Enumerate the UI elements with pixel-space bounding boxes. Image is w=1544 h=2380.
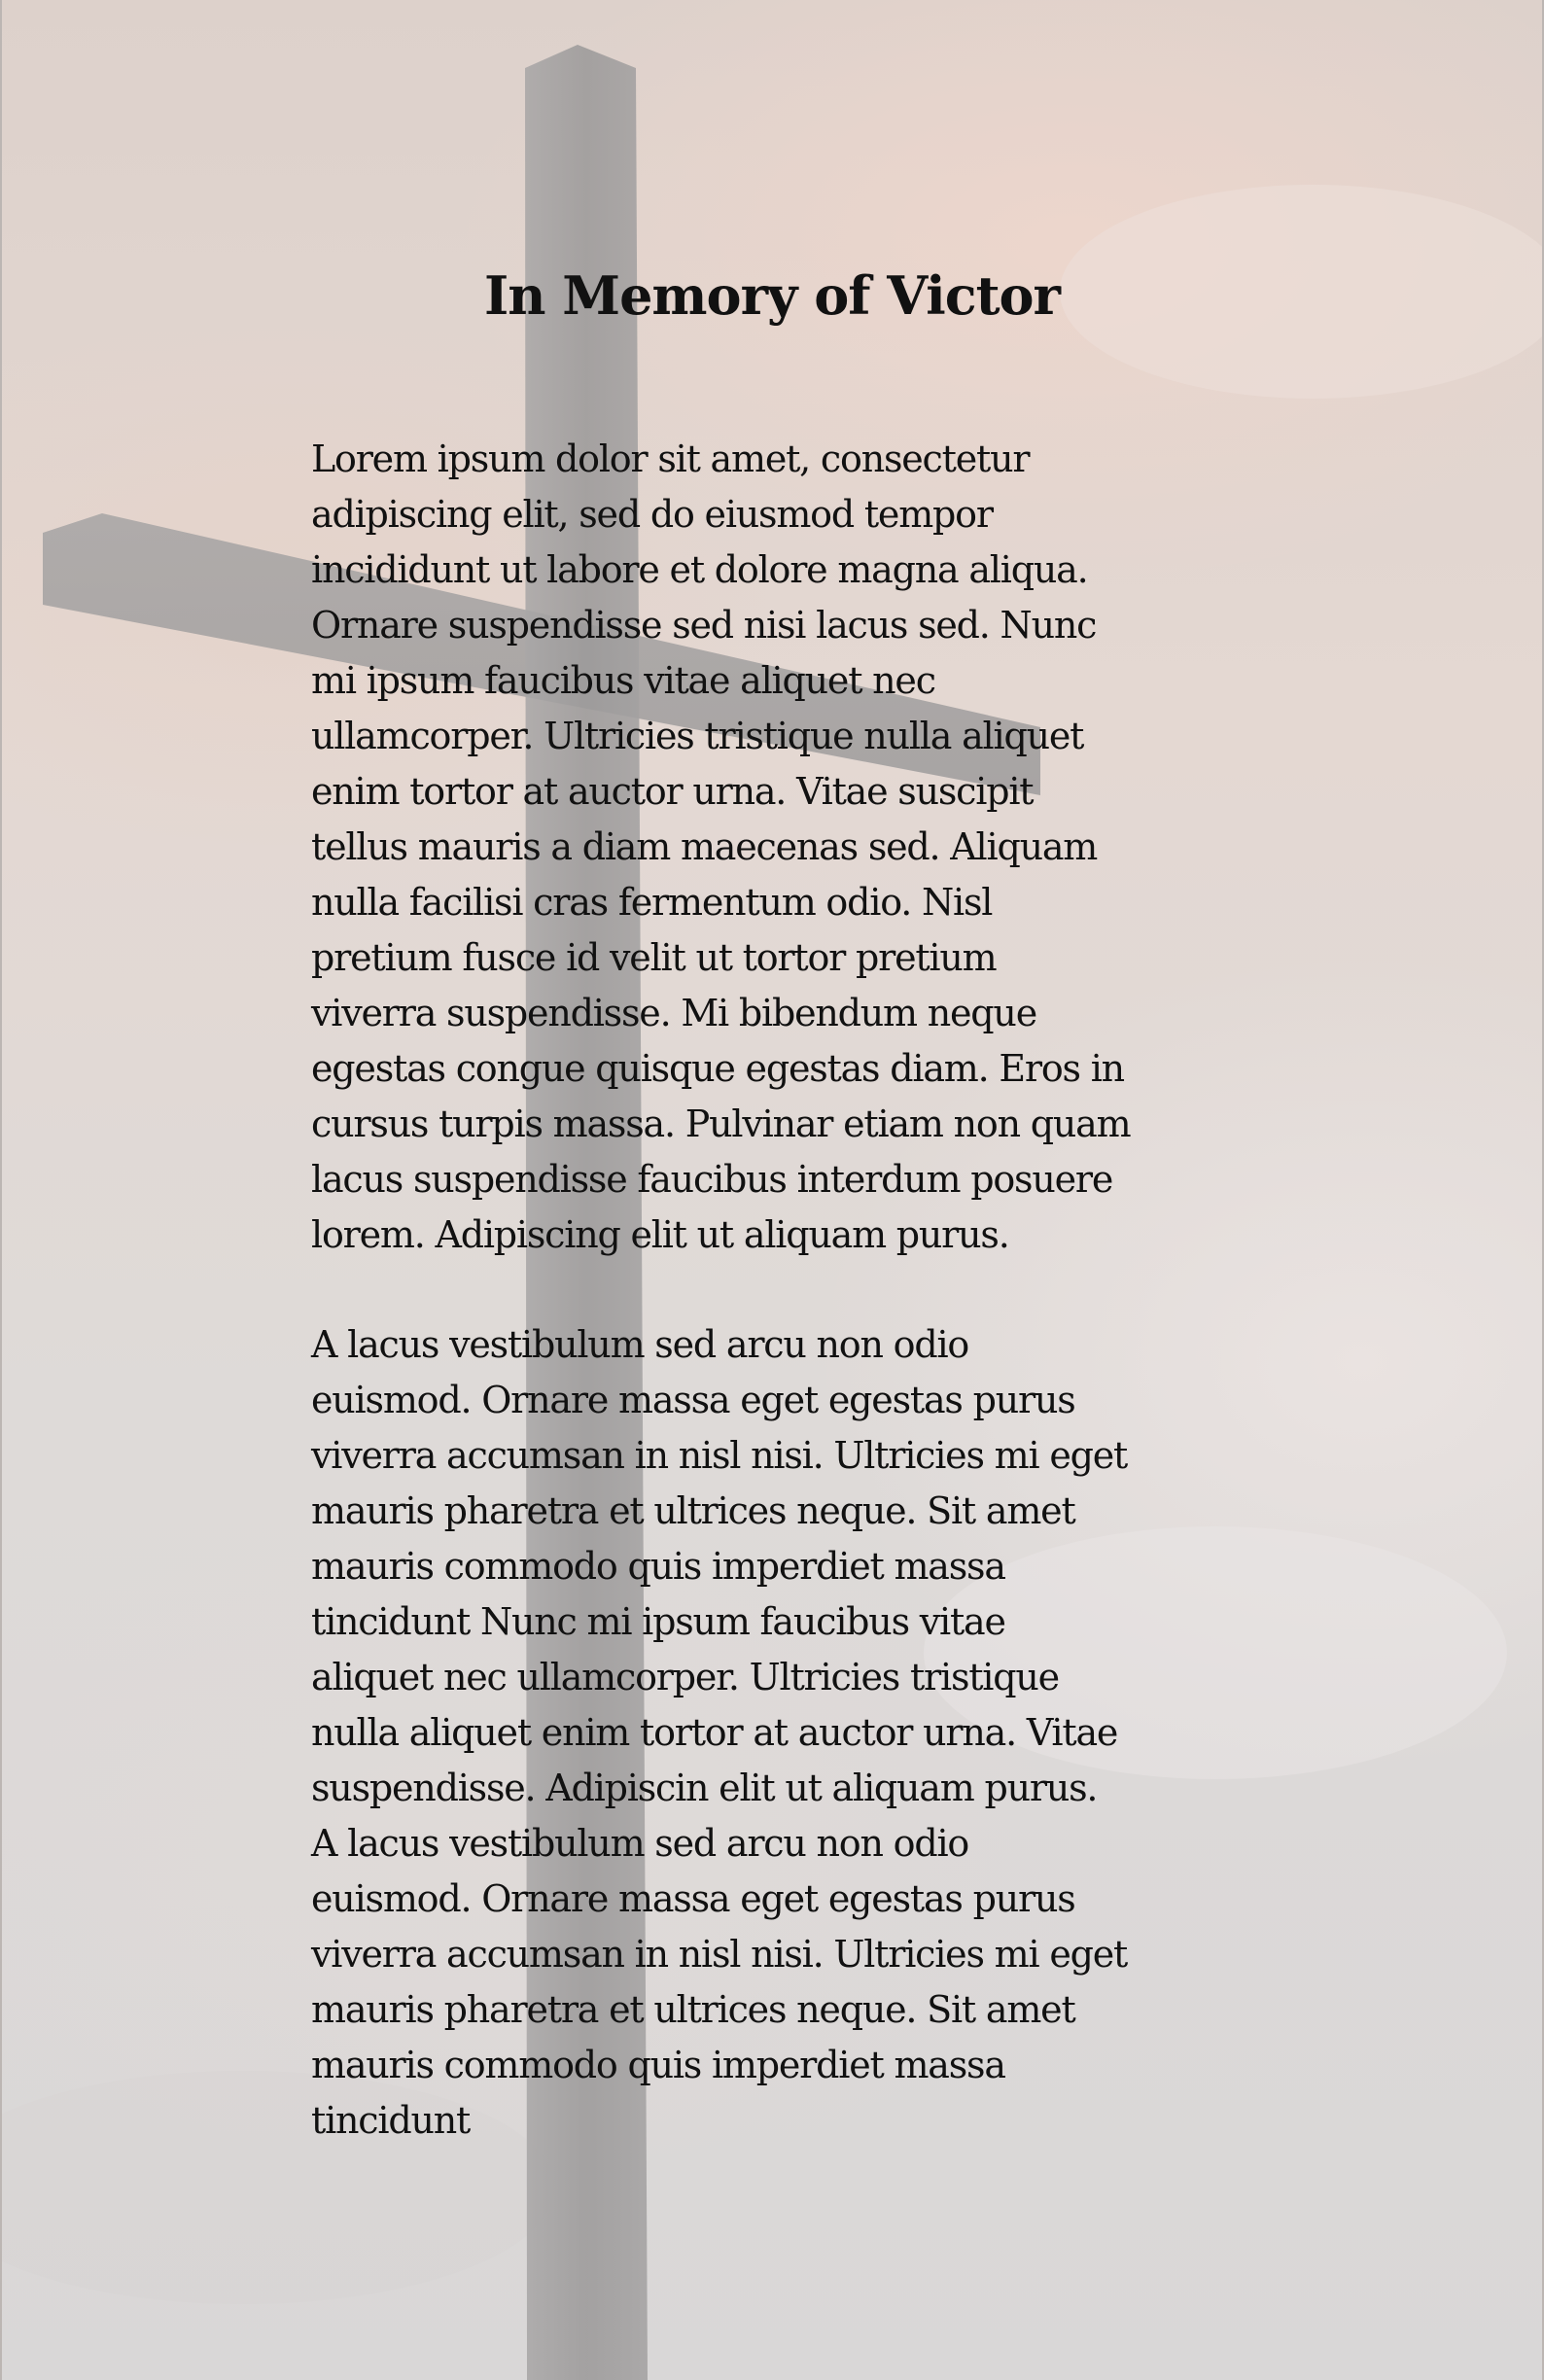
text-line: enim tortor at auctor urna. Vitae suscipit [311, 770, 1034, 813]
text-line: A lacus vestibulum sed arcu non odio [311, 1323, 969, 1366]
text-line: Ornare suspendisse sed nisi lacus sed. Nunc [311, 604, 1097, 647]
text-line: A lacus vestibulum sed arcu non odio [311, 1822, 969, 1865]
text-line: adipiscing elit, sed do eiusmod tempor [311, 493, 993, 536]
text-line: mauris pharetra et ultrices neque. Sit amet [311, 1988, 1075, 2031]
page-title: In Memory of Victor [483, 264, 1061, 327]
text-line: egestas congue quisque egestas diam. Eros in [311, 1047, 1124, 1090]
text-line: viverra accumsan in nisl nisi. Ultricies mi eget [311, 1434, 1128, 1477]
text-line: aliquet nec ullamcorper. Ultricies tristique [311, 1656, 1059, 1698]
text-line: mauris commodo quis imperdiet massa [311, 2044, 1005, 2086]
text-line: Lorem ipsum dolor sit amet, consectetur [311, 438, 1030, 480]
text-line: suspendisse. Adipiscin elit ut aliquam purus. [311, 1767, 1098, 1809]
text-line: tellus mauris a diam maecenas sed. Aliquam [311, 825, 1098, 868]
text-line: mi ipsum faucibus vitae aliquet nec [311, 659, 935, 702]
text-line: nulla aliquet enim tortor at auctor urna. Vitae [311, 1711, 1118, 1754]
text-line: euismod. Ornare massa eget egestas purus [311, 1877, 1075, 1920]
text-line: incididunt ut labore et dolore magna aliqua. [311, 548, 1088, 591]
text-line: viverra suspendisse. Mi bibendum neque [311, 992, 1036, 1034]
text-line: mauris pharetra et ultrices neque. Sit amet [311, 1489, 1075, 1532]
text-line: tincidunt Nunc mi ipsum faucibus vitae [311, 1600, 1005, 1643]
text-line: lorem. Adipiscing elit ut aliquam purus. [311, 1213, 1009, 1256]
paragraph-1 [311, 432, 1245, 1263]
paragraph-2 [311, 1317, 1245, 2149]
text-line: nulla facilisi cras fermentum odio. Nisl [311, 881, 993, 924]
text-line: lacus suspendisse faucibus interdum posuere [311, 1158, 1113, 1201]
text-line: mauris commodo quis imperdiet massa [311, 1545, 1005, 1588]
text-line: ullamcorper. Ultricies tristique nulla aliquet [311, 715, 1084, 757]
text-line: pretium fusce id velit ut tortor pretium [311, 936, 997, 979]
text-line: tincidunt [311, 2099, 471, 2142]
text-line: cursus turpis massa. Pulvinar etiam non quam [311, 1102, 1131, 1145]
text-line: euismod. Ornare massa eget egestas purus [311, 1379, 1075, 1421]
text-line: viverra accumsan in nisl nisi. Ultricies mi eget [311, 1933, 1128, 1976]
body-text [311, 432, 1245, 2203]
